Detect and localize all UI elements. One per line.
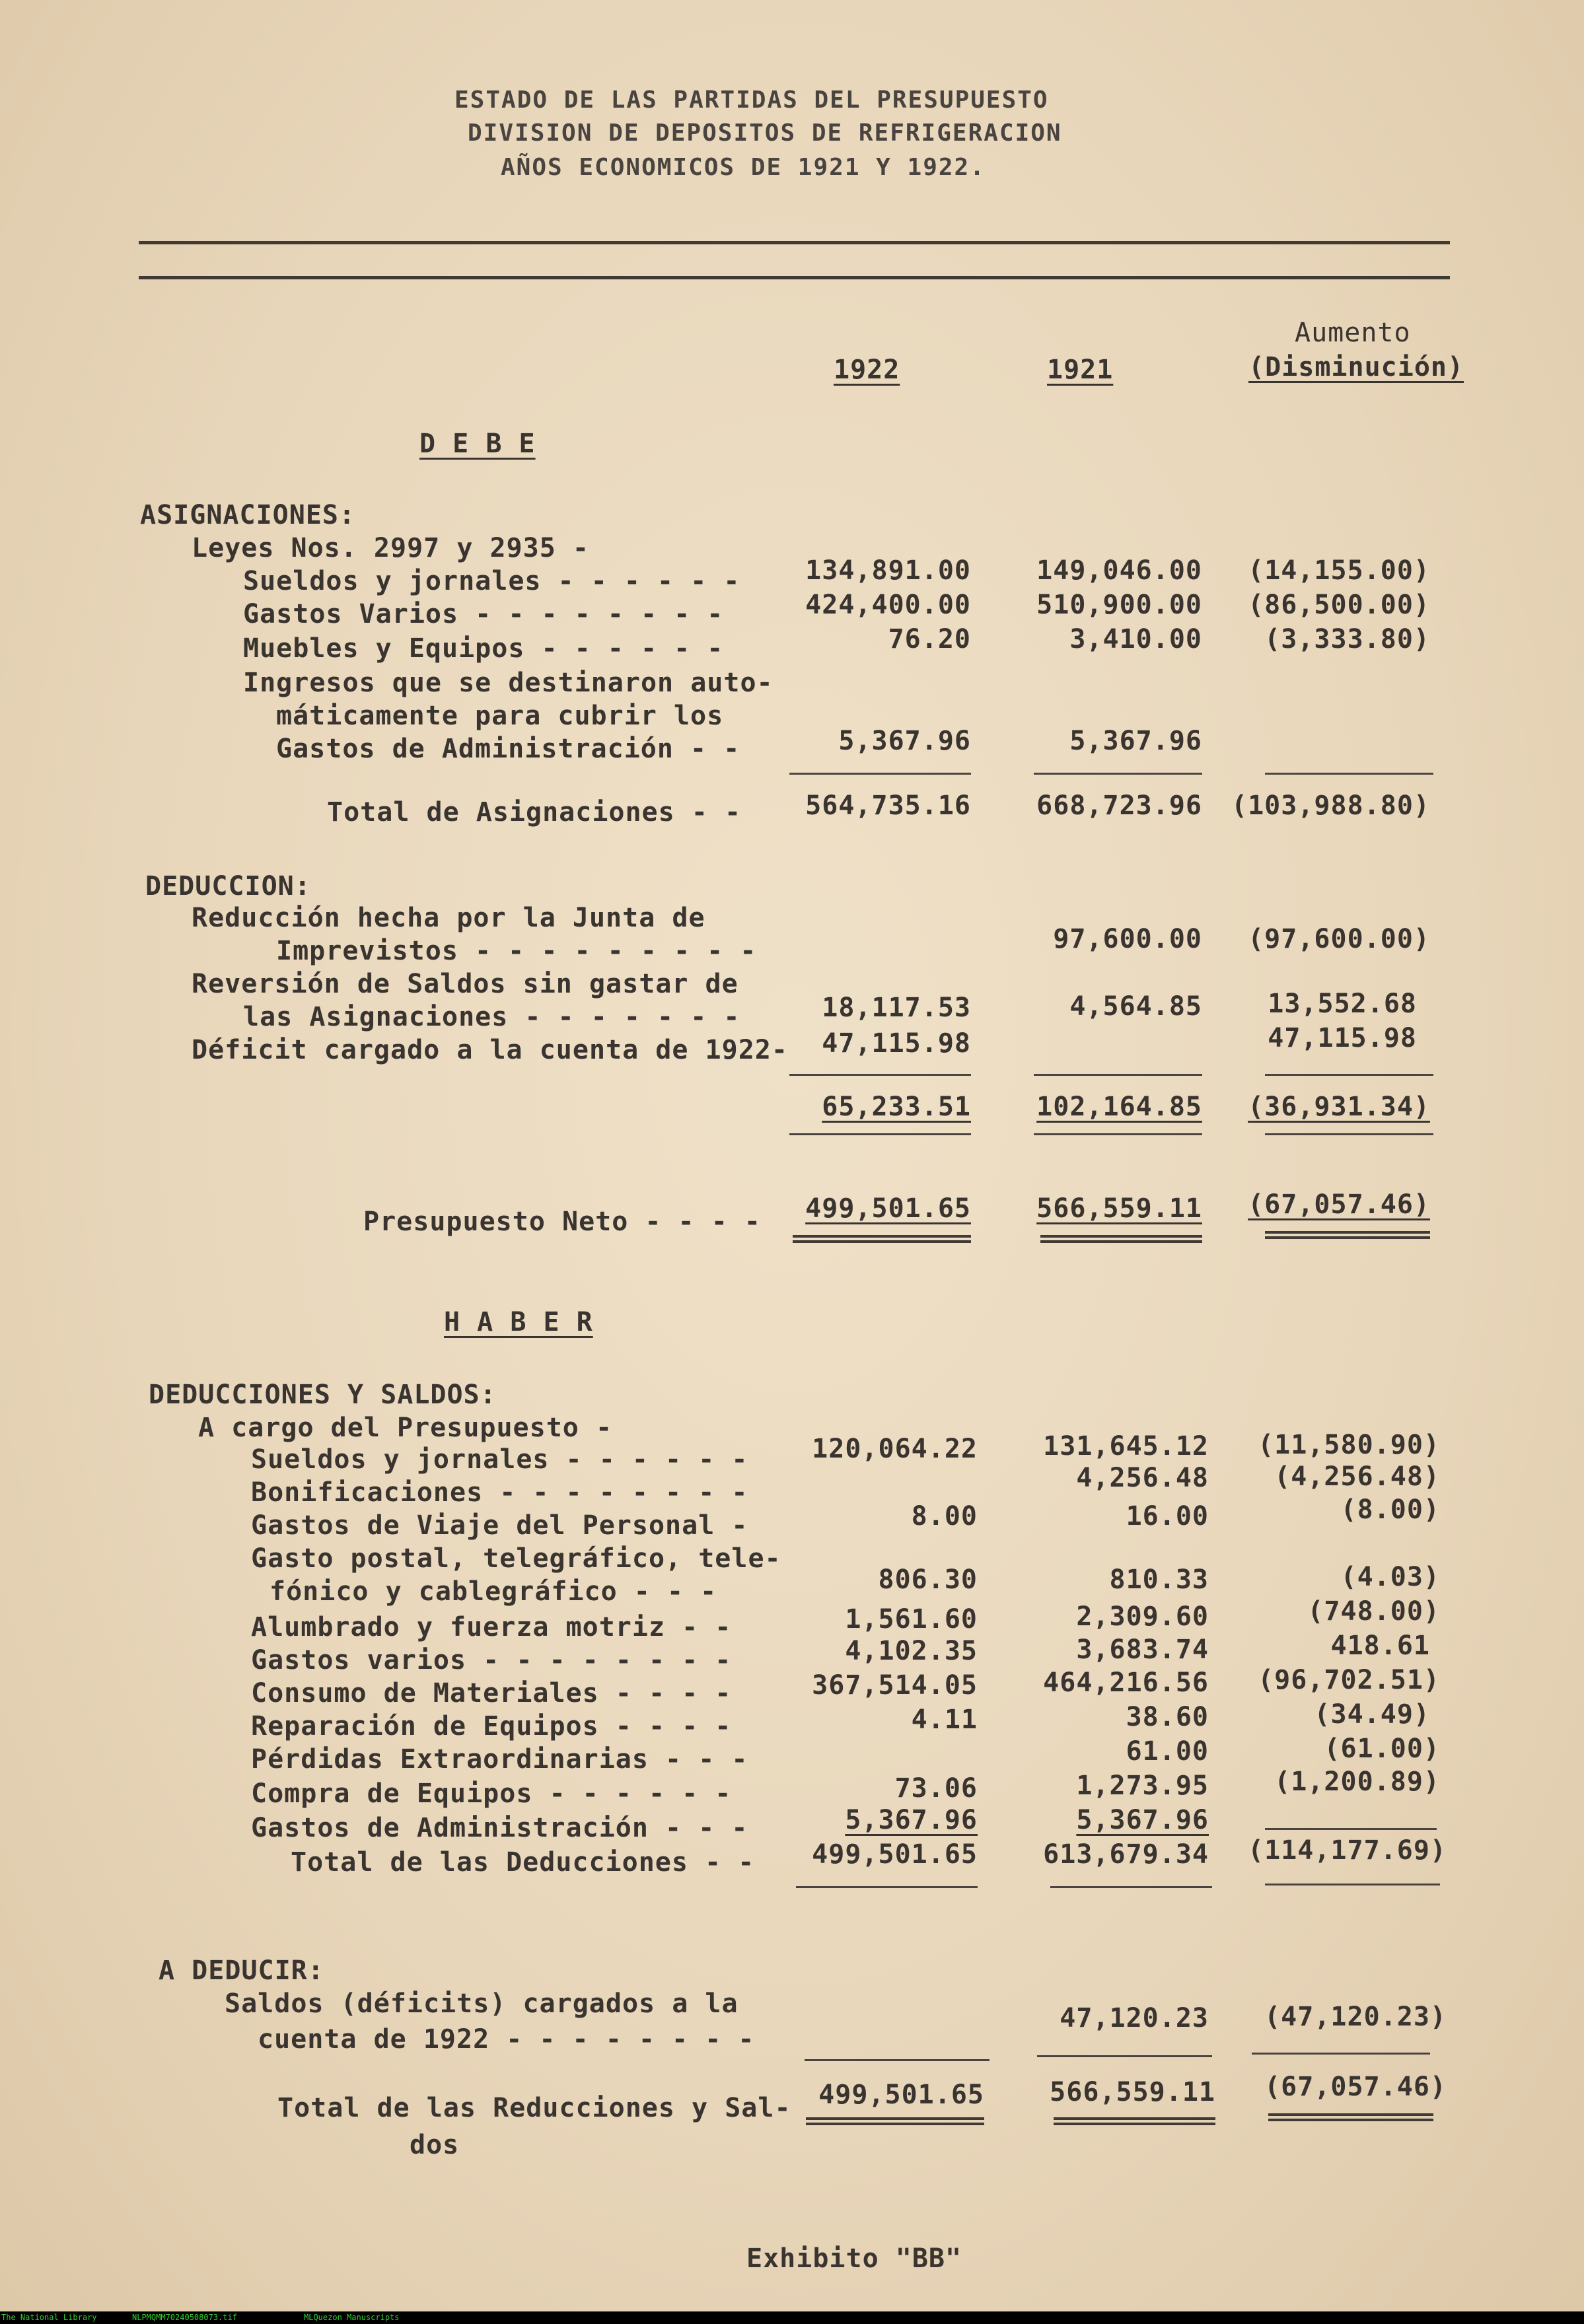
footer-library: The National Library [1,2313,97,2322]
total-deducciones-rule-diff [1265,1884,1440,1885]
ingresos-line-2: máticamente para cubrir los [276,701,724,731]
debe-row-1921: 149,046.00 [1036,555,1202,586]
haber-row-label: Alumbrado y fuerza motriz - - [251,1612,732,1642]
haber-row-label: Compra de Equipos - - - - - - [251,1778,732,1809]
deduccion-rule-1921 [1034,1074,1202,1076]
haber-row-1921: 5,367.96 [1076,1805,1209,1835]
header-rule-top [139,241,1450,244]
reduccion-1921: 97,600.00 [1053,924,1202,954]
haber-row-label: Sueldos y jornales - - - - - - [251,1444,748,1475]
haber-row-1922: 4.11 [911,1705,978,1735]
ingresos-1922: 5,367.96 [838,726,971,756]
postal-diff: (4.03) [1340,1562,1440,1592]
total-deducciones-rule-1922 [796,1886,978,1888]
reversion-diff: 13,552.68 [1268,989,1417,1019]
postal-1921: 810.33 [1109,1565,1209,1595]
debe-row-1922: 76.20 [888,624,971,654]
haber-row-1922: 8.00 [911,1501,978,1532]
deduccion-subtotal-1922: 65,233.51 [822,1092,971,1122]
debe-row-label: Muebles y Equipos - - - - - - [243,633,724,664]
header-line-3: AÑOS ECONOMICOS DE 1921 Y 1922. [501,154,986,181]
header-line-1: ESTADO DE LAS PARTIDAS DEL PRESUPUESTO [454,87,1049,114]
presupuesto-neto-1921: 566,559.11 [1036,1193,1202,1224]
saldos-rule-diff [1252,2053,1430,2055]
reduccion-line-2: Imprevistos - - - - - - - - - [276,936,757,966]
debe-row-diff: (14,155.00) [1248,555,1430,586]
haber-row-diff: (34.49) [1314,1699,1430,1730]
presupuesto-neto-diff: (67,057.46) [1248,1189,1430,1220]
ingresos-line-3: Gastos de Administración - - [276,734,740,764]
debe-row-1921: 510,900.00 [1036,590,1202,620]
reversion-line-2: las Asignaciones - - - - - - - [243,1002,740,1032]
saldos-line-2: cuenta de 1922 - - - - - - - - [258,2024,755,2055]
asignaciones-rule-1921 [1034,773,1202,775]
debe-row-diff: (3,333.80) [1264,624,1430,654]
reduccion-line-1: Reducción hecha por la Junta de [192,903,705,933]
exhibit-label: Exhibito "BB" [746,2243,962,2274]
haber-row-1922: 1,561.60 [845,1604,978,1635]
haber-row-1922: 120,064.22 [812,1434,978,1464]
deducciones-saldos-heading: DEDUCCIONES Y SALDOS: [149,1380,497,1410]
aumento-label: Aumento [1295,318,1411,348]
reversion-line-1: Reversión de Saldos sin gastar de [192,969,738,999]
debe-row-diff: (86,500.00) [1248,590,1430,620]
subtotal-rule-diff [1265,1133,1433,1135]
total-deducciones-1921: 613,679.34 [1043,1839,1209,1870]
total-reducciones-1922: 499,501.65 [818,2080,984,2110]
haber-row-diff: (1,200.89) [1274,1767,1440,1797]
deficit-1922: 47,115.98 [822,1028,971,1059]
haber-row-1921: 16.00 [1126,1501,1209,1532]
total-asignaciones-diff: (103,988.80) [1231,791,1430,821]
footer-file: NLPMQMM70240508073.tif [132,2313,237,2322]
header-line-2: DIVISION DE DEPOSITOS DE REFRIGERACION [468,120,1062,147]
reversion-1922: 18,117.53 [822,993,971,1023]
haber-row-diff: (61.00) [1324,1734,1440,1764]
saldos-line-1: Saldos (déficits) cargados a la [225,1989,738,2019]
deduccion-subtotal-diff: (36,931.34) [1248,1092,1430,1122]
subtotal-rule-1922 [789,1133,971,1135]
presupuesto-neto-1922: 499,501.65 [805,1193,971,1224]
haber-row-1921: 131,645.12 [1043,1431,1209,1461]
saldos-rule-1921 [1037,2055,1212,2057]
leyes-line: Leyes Nos. 2997 y 2935 - [192,533,589,563]
deduccion-heading: DEDUCCION: [145,871,311,901]
haber-row-1921: 3,683.74 [1076,1635,1209,1665]
total-asignaciones-1921: 668,723.96 [1036,791,1202,821]
footer-collection: MLQuezon Manuscripts [304,2313,400,2322]
reduccion-diff: (97,600.00) [1248,924,1430,954]
haber-row-diff: (8.00) [1340,1495,1440,1525]
header-rule-bottom [139,276,1450,279]
final-double-rule-1921 [1054,2117,1215,2125]
haber-rule-diff [1265,1828,1437,1830]
haber-row-1922: 5,367.96 [845,1805,978,1835]
haber-row-1921: 2,309.60 [1076,1602,1209,1632]
total-deducciones-diff: (114,177.69) [1248,1835,1447,1866]
ingresos-line-1: Ingresos que se destinaron auto- [243,668,774,698]
haber-row-label: Gastos varios - - - - - - - - [251,1645,732,1675]
total-reducciones-line-2: dos [410,2130,460,2160]
debe-row-label: Gastos Varios - - - - - - - - [243,599,724,629]
postal-line-2: fónico y cablegráfico - - - [270,1576,717,1607]
asignaciones-rule-1922 [789,773,971,775]
total-reducciones-line-1: Total de las Reducciones y Sal- [277,2093,791,2123]
deficit-label: Déficit cargado a la cuenta de 1922- [192,1035,788,1065]
haber-row-diff: (11,580.90) [1258,1430,1440,1460]
col-1922-header: 1922 [834,355,900,385]
postal-1922: 806.30 [878,1565,978,1595]
deficit-diff: 47,115.98 [1268,1023,1417,1053]
col-1921-header: 1921 [1047,355,1114,385]
haber-row-1921: 464,216.56 [1043,1668,1209,1698]
haber-row-label: Gastos de Administración - - - [251,1813,748,1843]
haber-row-diff: (96,702.51) [1258,1665,1440,1695]
deduccion-rule-diff [1265,1074,1433,1076]
disminucion-label: (Disminución) [1248,352,1464,382]
haber-title: H A B E R [444,1307,593,1337]
haber-row-label: Pérdidas Extraordinarias - - - [251,1744,748,1775]
haber-row-1921: 4,256.48 [1076,1463,1209,1493]
debe-row-1922: 424,400.00 [805,590,971,620]
total-reducciones-diff: (67,057.46) [1264,2072,1447,2102]
haber-row-1921: 61.00 [1126,1736,1209,1767]
saldos-1921: 47,120.23 [1060,2003,1209,2033]
haber-row-diff: (748.00) [1307,1596,1440,1627]
total-deducciones-label: Total de las Deducciones - - [291,1847,755,1878]
final-double-rule-1922 [806,2117,984,2125]
debe-row-1922: 134,891.00 [805,555,971,586]
haber-row-1921: 1,273.95 [1076,1771,1209,1801]
haber-row-1921: 38.60 [1126,1702,1209,1732]
debe-row-label: Sueldos y jornales - - - - - - [243,566,740,596]
asignaciones-heading: ASIGNACIONES: [140,500,356,530]
final-double-rule-diff [1268,2113,1433,2121]
haber-row-diff: (4,256.48) [1274,1461,1440,1492]
total-deducciones-rule-1921 [1050,1886,1212,1888]
reversion-1921: 4,564.85 [1069,991,1202,1022]
haber-row-1922: 73.06 [894,1773,978,1804]
saldos-diff: (47,120.23) [1264,2002,1447,2032]
haber-row-label: Consumo de Materiales - - - - [251,1678,732,1708]
haber-row-label: Gastos de Viaje del Personal - [251,1510,748,1541]
neto-double-rule-diff [1265,1231,1430,1239]
presupuesto-neto-label: Presupuesto Neto - - - - [363,1207,761,1237]
haber-row-label: Reparación de Equipos - - - - [251,1711,732,1742]
deduccion-rule-1922 [789,1074,971,1076]
saldos-rule-1922 [805,2059,990,2061]
neto-double-rule-1921 [1040,1235,1202,1243]
archive-footer [0,2311,1584,2324]
postal-line-1: Gasto postal, telegráfico, tele- [251,1543,781,1574]
haber-row-1922: 4,102.35 [845,1636,978,1666]
total-reducciones-1921: 566,559.11 [1050,2077,1215,2107]
total-asignaciones-label: Total de Asignaciones - - [327,797,742,827]
cargo-presupuesto: A cargo del Presupuesto - [198,1413,613,1443]
debe-title: D E B E [419,429,536,459]
total-deducciones-1922: 499,501.65 [812,1839,978,1870]
haber-row-1922: 367,514.05 [812,1670,978,1701]
a-deducir-heading: A DEDUCIR: [159,1955,324,1986]
ingresos-1921: 5,367.96 [1069,726,1202,756]
deduccion-subtotal-1921: 102,164.85 [1036,1092,1202,1122]
debe-row-1921: 3,410.00 [1069,624,1202,654]
asignaciones-rule-diff [1265,773,1433,775]
subtotal-rule-1921 [1034,1133,1202,1135]
neto-double-rule-1922 [793,1235,971,1243]
total-asignaciones-1922: 564,735.16 [805,791,971,821]
haber-row-diff: 418.61 [1330,1631,1430,1661]
haber-row-label: Bonificaciones - - - - - - - - [251,1477,748,1508]
